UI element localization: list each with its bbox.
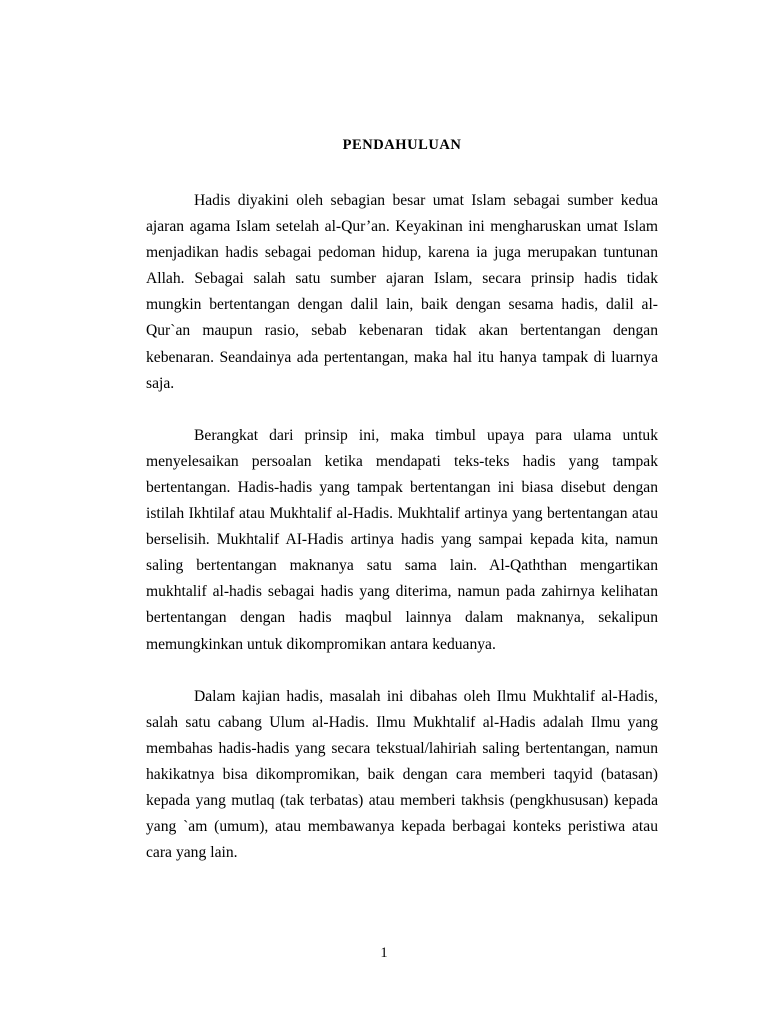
paragraph-3: Dalam kajian hadis, masalah ini dibahas oleh Ilmu Mukhtalif al-Hadis, salah satu cabang Ulum al-Hadis. Ilmu Mukhtalif al-Hadis adalah Ilmu yang membahas hadis-hadis yang secara tekstual/lahiriah saling bertentangan, namun hakikatnya bisa dikompromikan, baik dengan cara memberi taqyid (batasan) kepada yang mutlaq (tak terbatas) atau memberi takhsis (pengkhususan) kepada yang `am (umum), atau membawanya kepada berbagai konteks peristiwa atau cara yang lain. [146,687,658,862]
page-title: PENDAHULUAN [342,137,462,153]
document-body [146,132,658,866]
paragraph-1: Hadis diyakini oleh sebagian besar umat Islam sebagai sumber kedua ajaran agama Islam setelah al-Qur’an. Keyakinan ini mengharuskan umat Islam menjadikan hadis sebagai pedoman hidup, karena ia juga merupakan tuntunan Allah. Sebagai salah satu sumber ajaran Islam, secara prinsip hadis tidak mungkin bertentangan dengan dalil lain, baik dengan sesama hadis, dalil al-Qur`an maupun rasio, sebab kebenaran tidak akan bertentangan dengan kebenaran. Seandainya ada pertentangan, maka hal itu hanya tampak di luarnya saja. [146,192,658,392]
title-spacer [146,158,658,188]
page-number: 1 [380,945,388,961]
paragraph-2: Berangkat dari prinsip ini, maka timbul upaya para ulama untuk menyelesaikan persoalan ketika mendapati teks-teks hadis yang tampak bertentangan. Hadis-hadis yang tampak bertentangan ini biasa disebut dengan istilah Ikhtilaf atau Mukhtalif al-Hadis. Mukhtalif artinya yang bertentangan atau berselisih. Mukhtalif AI-Hadis artinya hadis yang sampai kepada kita, namun saling bertentangan maknanya satu sama lain. Al-Qaththan mengartikan mukhtalif al-hadis sebagai hadis yang diterima, namun pada zahirnya kelihatan bertentangan dengan hadis maqbul lainnya dalam maknanya, sekalipun memungkinkan untuk dikompromikan antara keduanya. [146,426,658,653]
